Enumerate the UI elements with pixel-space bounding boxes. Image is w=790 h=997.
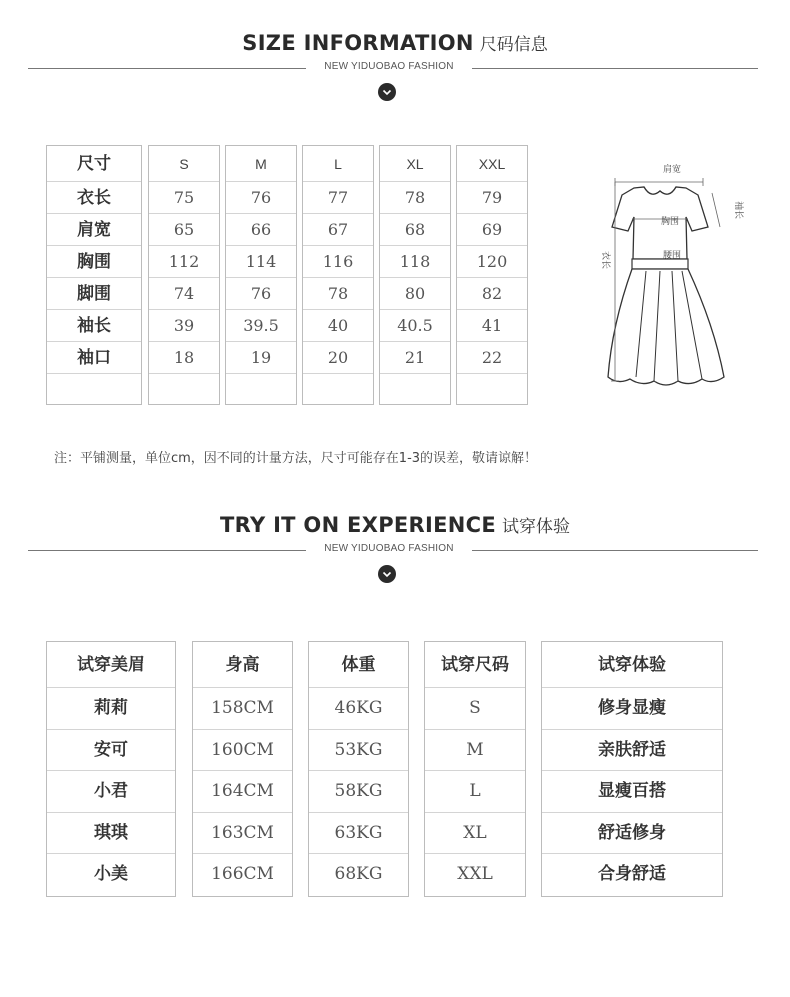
size-value: 77 (303, 182, 373, 214)
size-title-en: SIZE INFORMATION (242, 31, 474, 55)
tryon-title-cn: 试穿体验 (502, 517, 570, 537)
size-value: 82 (457, 278, 527, 310)
tryon-column-weight (308, 641, 409, 897)
sleeve-measure-line (712, 193, 720, 227)
size-header: XXL (457, 146, 527, 182)
row-label-empty (47, 374, 141, 406)
size-value: 69 (457, 214, 527, 246)
size-value: 40.5 (380, 310, 450, 342)
tryon-experience-value: 亲肤舒适 (542, 730, 722, 772)
size-value: 114 (226, 246, 296, 278)
size-value: 112 (149, 246, 219, 278)
size-section-subtitle: NEW YIDUOBAO FASHION (324, 61, 454, 72)
tryon-experience-value: 修身显瘦 (542, 688, 722, 730)
size-value: 67 (303, 214, 373, 246)
tryon-title-en: TRY IT ON EXPERIENCE (220, 513, 496, 537)
tryon-header-size: 试穿尺码 (425, 642, 525, 688)
size-value: 65 (149, 214, 219, 246)
row-label-sleeve: 袖长 (47, 310, 141, 342)
dress-measurement-diagram (590, 155, 750, 390)
tryon-size-value: XL (425, 813, 525, 855)
row-label-cuff: 袖口 (47, 342, 141, 374)
label-shoulder: 肩宽 (663, 165, 682, 175)
tryon-weight-value: 58KG (309, 771, 408, 813)
divider-line-right (472, 68, 758, 69)
tryon-header-experience: 试穿体验 (542, 642, 722, 688)
size-section-title (242, 30, 547, 55)
tryon-height-value: 164CM (193, 771, 292, 813)
size-value: 19 (226, 342, 296, 374)
row-label-length: 衣长 (47, 182, 141, 214)
divider-line-left (28, 68, 306, 69)
size-empty-cell (149, 374, 219, 406)
tryon-header-model: 试穿美眉 (47, 642, 175, 688)
tryon-weight-value: 68KG (334, 864, 383, 884)
tryon-header-weight: 体重 (309, 642, 408, 688)
tryon-column-experience (541, 641, 723, 897)
size-header: L (303, 146, 373, 182)
size-column-l (302, 145, 374, 405)
tryon-height-value: 166CM (211, 864, 274, 884)
tryon-header-height: 身高 (193, 642, 292, 688)
size-value: 21 (380, 342, 450, 374)
tryon-column-height (192, 641, 293, 897)
size-empty-cell (303, 374, 373, 406)
size-header: M (226, 146, 296, 182)
tryon-size-value: XXL (457, 864, 493, 884)
tryon-model-name: 琪琪 (47, 813, 175, 855)
row-label-chest: 胸围 (47, 246, 141, 278)
size-value: 18 (149, 342, 219, 374)
size-value: 39.5 (226, 310, 296, 342)
divider-line-right (472, 550, 758, 551)
size-value: 39 (149, 310, 219, 342)
size-value: 40 (303, 310, 373, 342)
size-column-xxl (456, 145, 528, 405)
tryon-experience-value: 舒适修身 (542, 813, 722, 855)
size-column-m (225, 145, 297, 405)
tryon-model-name: 小美 (94, 864, 128, 884)
size-table-label-column (46, 145, 142, 405)
tryon-model-name: 小君 (47, 771, 175, 813)
dress-bodice (612, 187, 708, 259)
tryon-height-value: 158CM (193, 688, 292, 730)
tryon-size-value: M (425, 730, 525, 772)
size-value: 120 (457, 246, 527, 278)
measurement-note: 注：平铺测量，单位cm，因不同的计量方法，尺寸可能存在1-3的误差，敬请谅解！ (54, 451, 538, 466)
size-value: 76 (226, 182, 296, 214)
size-value: 68 (380, 214, 450, 246)
size-empty-cell (380, 374, 450, 406)
label-waist: 腰围 (663, 251, 682, 261)
tryon-model-name: 安可 (47, 730, 175, 772)
size-value: 66 (226, 214, 296, 246)
tryon-column-model (46, 641, 176, 897)
size-empty-cell (226, 374, 296, 406)
size-header: S (149, 146, 219, 182)
size-column-s (148, 145, 220, 405)
size-value: 78 (303, 278, 373, 310)
size-section-divider (28, 61, 758, 75)
size-value: 116 (303, 246, 373, 278)
tryon-size-value: L (425, 771, 525, 813)
size-value: 74 (149, 278, 219, 310)
tryon-experience-value: 合身舒适 (598, 864, 666, 884)
tryon-section-header (0, 512, 790, 537)
tryon-height-value: 160CM (193, 730, 292, 772)
tryon-section-title (220, 512, 570, 537)
size-header: XL (380, 146, 450, 182)
chevron-down-circle-icon (378, 565, 396, 583)
size-value: 78 (380, 182, 450, 214)
size-section-header (0, 30, 790, 55)
tryon-experience-value: 显瘦百搭 (542, 771, 722, 813)
divider-line-left (28, 550, 306, 551)
row-label-shoulder: 肩宽 (47, 214, 141, 246)
label-sleeve: 袖长 (733, 201, 743, 220)
row-label-header: 尺寸 (47, 146, 141, 182)
tryon-column-size (424, 641, 526, 897)
tryon-weight-value: 46KG (309, 688, 408, 730)
size-value: 79 (457, 182, 527, 214)
tryon-section-divider (28, 543, 758, 557)
size-value: 41 (457, 310, 527, 342)
tryon-section-subtitle: NEW YIDUOBAO FASHION (324, 543, 454, 554)
size-value: 22 (457, 342, 527, 374)
size-empty-cell (457, 374, 527, 406)
size-value: 75 (149, 182, 219, 214)
tryon-height-value: 163CM (193, 813, 292, 855)
size-value: 20 (303, 342, 373, 374)
tryon-size-value: S (425, 688, 525, 730)
dress-skirt (608, 269, 724, 385)
size-value: 76 (226, 278, 296, 310)
label-length: 衣长 (600, 251, 610, 270)
label-chest: 胸围 (661, 217, 680, 227)
tryon-weight-value: 53KG (309, 730, 408, 772)
row-label-hem: 脚围 (47, 278, 141, 310)
size-value: 118 (380, 246, 450, 278)
tryon-weight-value: 63KG (309, 813, 408, 855)
size-value: 80 (380, 278, 450, 310)
chevron-down-circle-icon (378, 83, 396, 101)
size-column-xl (379, 145, 451, 405)
size-title-cn: 尺码信息 (479, 35, 548, 55)
tryon-model-name: 莉莉 (47, 688, 175, 730)
